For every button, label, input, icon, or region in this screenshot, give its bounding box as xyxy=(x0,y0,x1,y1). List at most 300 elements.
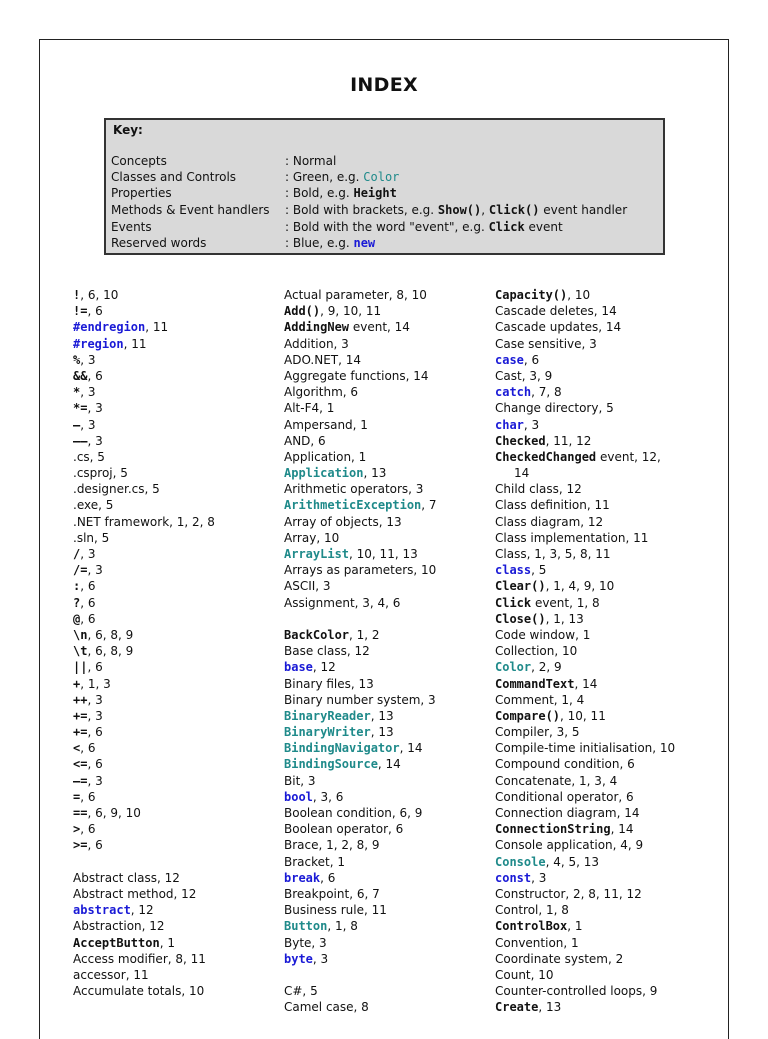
index-pages: , 14 xyxy=(574,676,598,691)
index-pages: , 6 xyxy=(87,838,103,853)
index-entry xyxy=(284,983,437,999)
index-entry xyxy=(495,546,675,562)
index-entry xyxy=(495,530,675,546)
index-term: .csproj, 5 xyxy=(73,466,128,481)
index-pages: , 7 xyxy=(421,498,437,513)
key-row-classes xyxy=(111,169,399,185)
index-pages: , 1, 4, 9, 10 xyxy=(545,579,615,594)
index-pages: , 6 xyxy=(80,611,96,626)
index-entry xyxy=(495,514,675,530)
index-entry xyxy=(73,303,215,319)
index-entry xyxy=(73,546,215,562)
index-term: C#, 5 xyxy=(284,984,318,999)
index-term: BackColor xyxy=(284,627,350,642)
index-term: Arrays as parameters, 10 xyxy=(284,563,437,578)
index-pages: , 9, 10, 11 xyxy=(320,304,382,319)
index-term: AcceptButton xyxy=(73,935,160,950)
index-entry xyxy=(73,935,215,951)
index-term: Boolean condition, 6, 9 xyxy=(284,806,423,820)
index-entry xyxy=(284,805,437,821)
index-entry xyxy=(284,368,437,384)
index-entry xyxy=(73,368,215,384)
index-term: += xyxy=(73,708,88,723)
index-term: Console xyxy=(495,854,546,869)
index-term: Abstraction, 12 xyxy=(73,919,165,934)
index-term: abstract xyxy=(73,903,131,918)
index-term: BinaryWriter xyxy=(284,725,371,740)
index-entry xyxy=(495,287,675,303)
index-entry xyxy=(284,870,437,886)
index-term: accessor, 11 xyxy=(73,967,149,982)
index-term: .NET framework, 1, 2, 8 xyxy=(73,514,215,529)
index-entry xyxy=(284,918,437,934)
index-term: @ xyxy=(73,611,81,626)
key-desc: : Bold, e.g. xyxy=(285,186,354,200)
index-entry xyxy=(284,433,437,449)
key-desc: : Bold with the word "event", e.g. xyxy=(285,220,489,234)
index-term: Addition, 3 xyxy=(284,336,349,351)
key-example: new xyxy=(353,236,376,250)
index-entry xyxy=(284,789,437,805)
index-entry xyxy=(73,740,215,756)
index-entry xyxy=(73,918,215,934)
index-term: ArrayList xyxy=(284,547,350,561)
index-entry xyxy=(73,643,215,659)
index-term: Cascade updates, 14 xyxy=(495,320,622,335)
index-term: < xyxy=(73,741,81,756)
key-row-reserved xyxy=(111,235,375,251)
index-entry xyxy=(495,902,675,918)
index-entry xyxy=(73,886,215,902)
key-desc: : Normal xyxy=(285,154,337,168)
index-pages: , 6, 9, 10 xyxy=(87,806,141,820)
index-term: Color xyxy=(495,660,532,675)
index-pages: , 13 xyxy=(538,1000,562,1015)
index-pages: , 6 xyxy=(87,757,103,772)
index-term: Camel case, 8 xyxy=(284,1000,369,1015)
index-entry xyxy=(284,773,437,789)
index-entry xyxy=(284,514,437,530)
index-entry xyxy=(284,303,437,319)
key-example-2: Click() xyxy=(488,203,540,217)
index-pages: , 6, 10 xyxy=(80,288,119,302)
index-pages: event, 12, xyxy=(596,449,661,464)
index-pages: , 13 xyxy=(363,466,387,481)
index-entry xyxy=(73,417,215,433)
index-entry xyxy=(73,287,215,303)
key-label: Classes and Controls xyxy=(111,170,237,184)
index-entry xyxy=(284,627,437,643)
index-entry xyxy=(73,433,215,449)
index-term: Counter-controlled loops, 9 xyxy=(495,984,658,999)
index-pages: , 11 xyxy=(123,336,147,351)
index-term: base xyxy=(284,660,313,675)
index-term: Checked xyxy=(495,433,546,448)
index-term: Cast, 3, 9 xyxy=(495,368,553,383)
index-pages: , 12 xyxy=(312,660,336,675)
index-entry xyxy=(495,400,675,416)
key-example: Show() xyxy=(437,203,482,217)
index-entry xyxy=(495,756,675,772)
index-entry xyxy=(73,481,215,497)
key-example: Color xyxy=(363,170,400,184)
index-term: Count, 10 xyxy=(495,967,554,982)
index-pages: , 6 xyxy=(87,304,103,319)
index-term: Array of objects, 13 xyxy=(284,514,402,529)
index-term: += xyxy=(73,725,88,740)
index-term: Coordinate system, 2 xyxy=(495,951,624,966)
index-entry xyxy=(284,854,437,870)
index-term: ControlBox xyxy=(495,919,568,934)
index-pages: event, 14 xyxy=(349,320,410,335)
index-term: Brace, 1, 2, 8, 9 xyxy=(284,838,380,853)
key-tail: event xyxy=(524,220,563,234)
index-entry xyxy=(495,805,675,821)
index-entry xyxy=(73,578,215,594)
index-entry xyxy=(284,319,437,335)
index-pages: , 3 xyxy=(87,433,103,448)
index-entry xyxy=(284,578,437,594)
index-pages: , 3 xyxy=(80,547,96,561)
key-example: Click xyxy=(488,220,525,234)
index-gap xyxy=(73,854,215,870)
index-term: bool xyxy=(284,789,313,804)
index-entry xyxy=(284,336,437,352)
index-entry xyxy=(73,449,215,465)
index-term: AddingNew xyxy=(284,320,350,335)
index-term: .exe, 5 xyxy=(73,498,114,513)
index-term: Application xyxy=(284,466,364,481)
index-entry xyxy=(495,773,675,789)
index-entry xyxy=(284,659,437,675)
index-term: Class, 1, 3, 5, 8, 11 xyxy=(495,547,611,561)
index-term: AND, 6 xyxy=(284,433,326,448)
index-term: ? xyxy=(73,595,81,610)
index-entry xyxy=(284,384,437,400)
index-entry xyxy=(73,692,215,708)
index-term: Control, 1, 8 xyxy=(495,903,569,918)
index-entry xyxy=(73,805,215,821)
index-term: Binary files, 13 xyxy=(284,676,374,691)
key-label: Concepts xyxy=(111,154,167,168)
index-term: Child class, 12 xyxy=(495,482,582,497)
index-term: \n xyxy=(73,627,88,642)
index-entry xyxy=(73,530,215,546)
index-entry xyxy=(73,319,215,335)
page-title: INDEX xyxy=(350,74,418,96)
index-term: Button xyxy=(284,919,328,934)
index-pages: , 6 xyxy=(320,870,336,885)
index-entry xyxy=(495,336,675,352)
index-pages: , 5 xyxy=(531,563,547,578)
index-entry xyxy=(73,659,215,675)
index-pages: , 13 xyxy=(370,708,394,723)
index-term: Click xyxy=(495,595,532,610)
index-term: Abstract method, 12 xyxy=(73,886,197,901)
index-term: / xyxy=(73,547,81,561)
index-pages: , 1, 3 xyxy=(80,676,111,691)
index-term: % xyxy=(73,352,81,367)
key-label: Methods & Event handlers xyxy=(111,203,270,217)
index-entry xyxy=(284,465,437,481)
index-entry xyxy=(73,676,215,692)
index-term: Abstract class, 12 xyxy=(73,870,180,885)
index-pages: , 6, 8, 9 xyxy=(87,644,134,659)
index-entry xyxy=(495,724,675,740)
index-term: Close() xyxy=(495,611,546,626)
index-entry xyxy=(284,400,437,416)
index-entry xyxy=(284,449,437,465)
index-term: ++ xyxy=(73,692,88,707)
index-entry xyxy=(73,384,215,400)
index-pages: , 3 xyxy=(80,417,96,432)
index-pages: , 12 xyxy=(130,903,154,918)
index-term: –– xyxy=(73,433,88,448)
index-entry xyxy=(495,627,675,643)
index-term: catch xyxy=(495,385,532,400)
index-term: != xyxy=(73,304,88,319)
index-term: Class implementation, 11 xyxy=(495,530,649,545)
index-term: *= xyxy=(73,401,88,416)
index-pages: , 6 xyxy=(87,725,103,740)
index-pages: , 3, 6 xyxy=(312,789,344,804)
index-pages: , 6 xyxy=(80,789,96,804)
index-entry xyxy=(284,546,437,562)
key-label: Events xyxy=(111,220,152,234)
index-term: Collection, 10 xyxy=(495,644,578,659)
index-entry xyxy=(284,886,437,902)
key-row-events xyxy=(111,219,563,235)
index-entry xyxy=(73,821,215,837)
index-pages: , 3 xyxy=(87,708,103,723)
index-entry xyxy=(284,643,437,659)
key-example: Height xyxy=(353,186,397,200)
index-entry xyxy=(284,756,437,772)
index-entry xyxy=(495,789,675,805)
index-entry xyxy=(73,789,215,805)
key-sep: , xyxy=(481,203,489,217)
index-term: Binary number system, 3 xyxy=(284,692,436,707)
index-term: #endregion xyxy=(73,320,146,335)
index-column-3 xyxy=(495,287,675,1015)
index-term: .cs, 5 xyxy=(73,449,105,464)
index-term: ! xyxy=(73,288,81,302)
key-label: Reserved words xyxy=(111,236,207,250)
index-term: Accumulate totals, 10 xyxy=(73,984,205,999)
index-pages: , 4, 5, 13 xyxy=(545,854,600,869)
index-entry xyxy=(73,983,215,999)
index-entry xyxy=(495,465,675,481)
index-entry xyxy=(73,497,215,513)
index-entry xyxy=(73,967,215,983)
index-pages: , 14 xyxy=(377,757,401,772)
index-term: Boolean operator, 6 xyxy=(284,822,404,837)
index-entry xyxy=(495,659,675,675)
index-entry xyxy=(284,740,437,756)
index-term: Breakpoint, 6, 7 xyxy=(284,886,380,901)
index-term: CheckedChanged xyxy=(495,449,597,464)
index-entry xyxy=(284,417,437,433)
index-term: == xyxy=(73,806,88,820)
index-entry xyxy=(73,837,215,853)
index-term: || xyxy=(73,660,88,675)
index-pages: , 6 xyxy=(80,595,96,610)
index-term: Aggregate functions, 14 xyxy=(284,368,429,383)
key-label: Properties xyxy=(111,186,172,200)
index-term: >= xyxy=(73,838,88,853)
key-desc: : Blue, e.g. xyxy=(285,236,354,250)
index-pages: , 11 xyxy=(145,320,169,335)
index-term: Class definition, 11 xyxy=(495,498,610,513)
index-entry xyxy=(284,935,437,951)
index-pages: , 7, 8 xyxy=(531,385,562,400)
index-pages: , 6 xyxy=(80,822,96,837)
index-term: > xyxy=(73,822,81,837)
index-term: Algorithm, 6 xyxy=(284,385,359,400)
index-entry xyxy=(495,384,675,400)
index-term: – xyxy=(73,417,81,432)
index-entry xyxy=(495,870,675,886)
key-row-properties xyxy=(111,185,397,201)
index-pages: , 13 xyxy=(370,725,394,740)
index-entry xyxy=(73,708,215,724)
index-entry xyxy=(73,514,215,530)
index-entry xyxy=(495,319,675,335)
index-entry xyxy=(495,918,675,934)
index-gap xyxy=(284,611,437,627)
index-term: Convention, 1 xyxy=(495,935,579,950)
index-term: Create xyxy=(495,1000,539,1015)
index-term: && xyxy=(73,368,88,383)
index-pages: , 3 xyxy=(531,870,547,885)
index-term: BindingSource xyxy=(284,757,378,772)
index-entry xyxy=(284,837,437,853)
index-entry xyxy=(495,368,675,384)
index-term: byte xyxy=(284,951,313,966)
index-term: Application, 1 xyxy=(284,449,367,464)
key-row-concepts xyxy=(111,153,336,169)
index-entry xyxy=(284,287,437,303)
key-heading: Key: xyxy=(113,123,143,137)
key-tail: event handler xyxy=(539,203,628,217)
index-entry xyxy=(495,449,675,465)
index-entry xyxy=(495,481,675,497)
index-entry xyxy=(495,417,675,433)
key-desc: : Green, e.g. xyxy=(285,170,364,184)
index-entry xyxy=(495,562,675,578)
index-pages: , 1 xyxy=(159,935,175,950)
index-entry xyxy=(73,951,215,967)
index-pages: , 3 xyxy=(87,401,103,416)
index-entry xyxy=(73,627,215,643)
index-term: ArithmeticException xyxy=(284,498,422,513)
index-term: Cascade deletes, 14 xyxy=(495,304,617,319)
index-entry xyxy=(495,935,675,951)
index-entry xyxy=(284,999,437,1015)
index-term: break xyxy=(284,870,321,885)
index-entry xyxy=(284,595,437,611)
index-column-1 xyxy=(73,287,215,999)
index-entry xyxy=(495,951,675,967)
index-term: .sln, 5 xyxy=(73,530,110,545)
index-pages: , 1, 2 xyxy=(349,627,380,642)
index-entry xyxy=(73,562,215,578)
index-term: Clear() xyxy=(495,579,546,594)
index-term: Byte, 3 xyxy=(284,935,327,950)
index-entry xyxy=(495,352,675,368)
index-pages: event, 1, 8 xyxy=(531,595,600,610)
index-entry xyxy=(284,821,437,837)
index-term: Array, 10 xyxy=(284,530,340,545)
index-term: Alt-F4, 1 xyxy=(284,401,335,416)
index-entry xyxy=(284,902,437,918)
key-desc: : Bold with brackets, e.g. xyxy=(285,203,438,217)
index-pages: , 14 xyxy=(610,822,634,837)
index-pages: , 10, 11 xyxy=(560,708,606,723)
index-column-2 xyxy=(284,287,437,1015)
index-pages: , 2, 9 xyxy=(531,660,562,675)
index-term: Ampersand, 1 xyxy=(284,417,368,432)
index-term: Add() xyxy=(284,304,321,319)
index-term: Base class, 12 xyxy=(284,644,370,659)
index-pages: , 3 xyxy=(80,352,96,367)
index-pages: , 3 xyxy=(87,773,103,788)
index-pages: , 6, 8, 9 xyxy=(87,627,134,642)
index-term: Assignment, 3, 4, 6 xyxy=(284,595,401,610)
index-entry xyxy=(495,740,675,756)
index-entry xyxy=(73,773,215,789)
index-term: <= xyxy=(73,757,88,772)
index-entry xyxy=(284,481,437,497)
index-pages: , 1, 13 xyxy=(545,611,584,626)
index-term: + xyxy=(73,676,81,691)
index-term: const xyxy=(495,870,532,885)
index-entry xyxy=(495,643,675,659)
index-pages: , 6 xyxy=(87,660,103,675)
index-entry xyxy=(495,999,675,1015)
index-term: \t xyxy=(73,644,88,659)
index-entry xyxy=(495,967,675,983)
index-term: Console application, 4, 9 xyxy=(495,838,644,853)
index-term: Case sensitive, 3 xyxy=(495,336,597,351)
index-entry xyxy=(495,821,675,837)
index-entry xyxy=(284,352,437,368)
index-pages: , 6 xyxy=(80,741,96,756)
index-entry xyxy=(284,692,437,708)
index-entry xyxy=(284,724,437,740)
index-entry xyxy=(284,951,437,967)
index-pages: , 11, 12 xyxy=(545,433,592,448)
index-term: ADO.NET, 14 xyxy=(284,352,362,367)
index-term: Compound condition, 6 xyxy=(495,757,635,772)
index-entry xyxy=(284,562,437,578)
index-entry xyxy=(495,854,675,870)
index-entry xyxy=(495,595,675,611)
key-row-methods xyxy=(111,202,627,218)
index-term: Bracket, 1 xyxy=(284,854,345,869)
index-entry xyxy=(73,465,215,481)
index-term: Class diagram, 12 xyxy=(495,514,604,529)
index-entry xyxy=(495,497,675,513)
index-term: * xyxy=(73,385,81,400)
index-pages: , 10 xyxy=(567,288,591,302)
index-term: Business rule, 11 xyxy=(284,903,387,918)
index-pages: , 1, 8 xyxy=(327,919,358,934)
index-pages: , 6 xyxy=(523,352,540,367)
index-term: /= xyxy=(73,563,88,578)
index-term: BinaryReader xyxy=(284,708,371,723)
index-term: Compiler, 3, 5 xyxy=(495,725,580,740)
